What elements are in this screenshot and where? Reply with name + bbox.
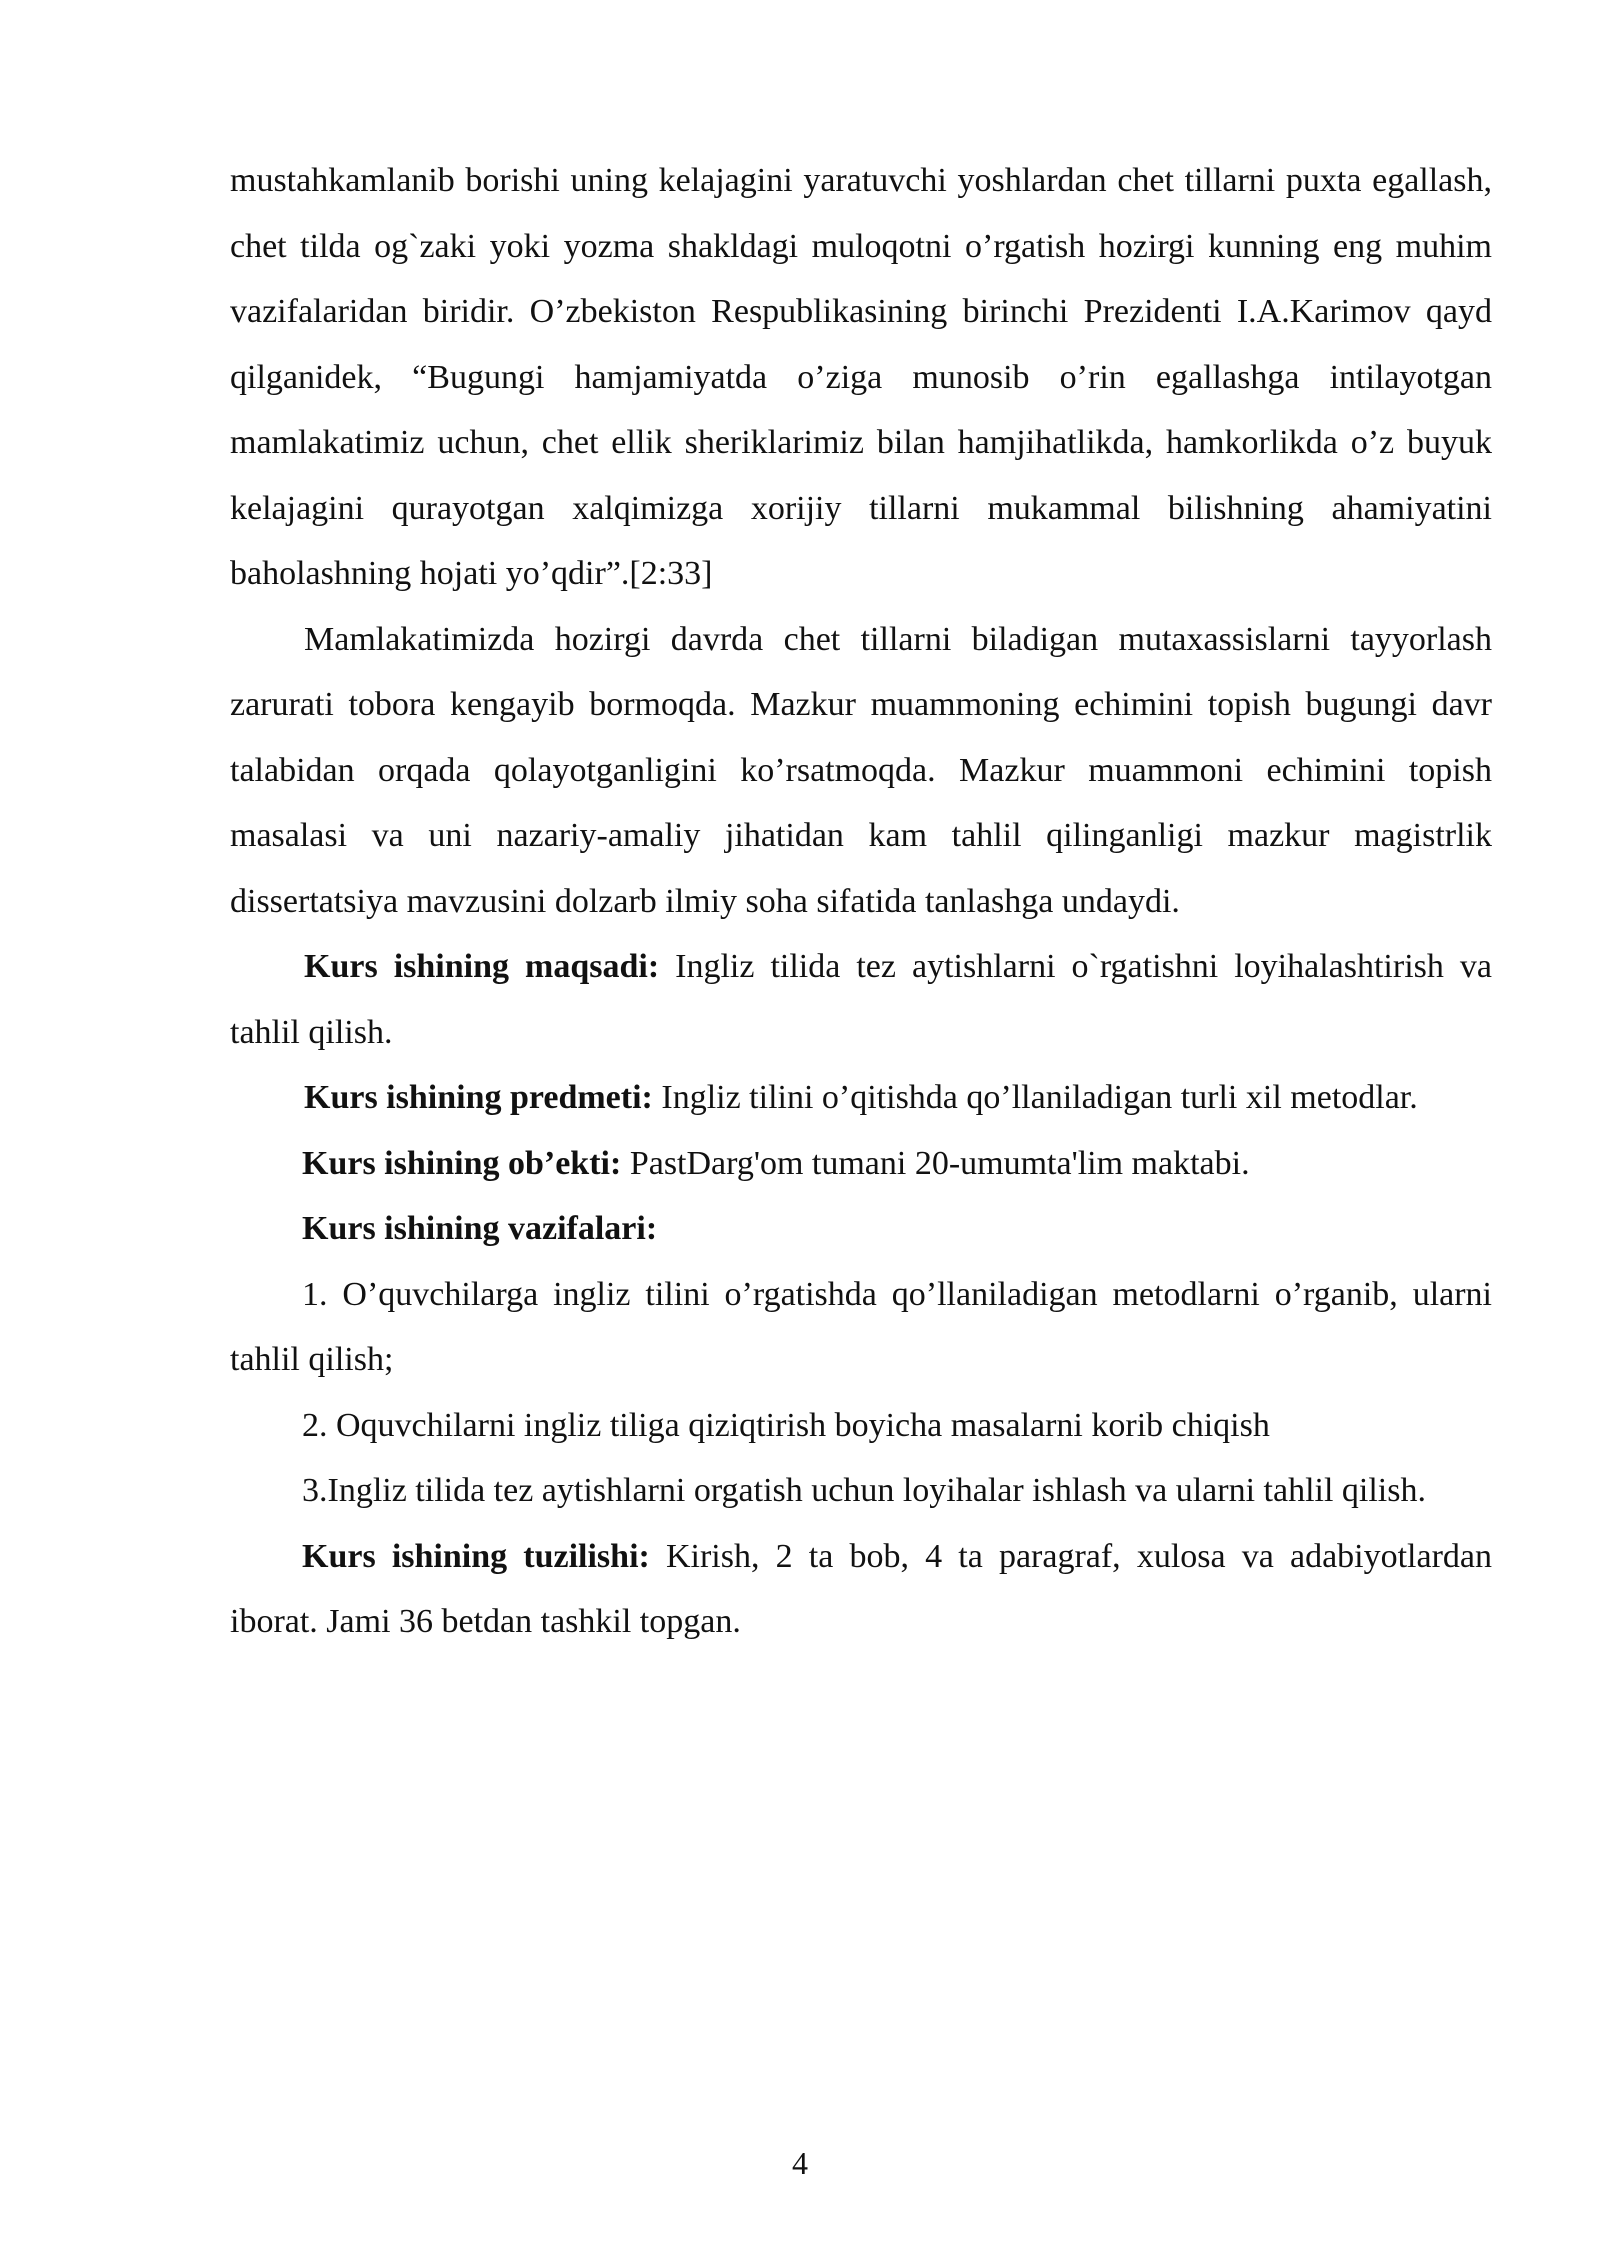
document-body [230, 148, 1492, 1655]
paragraph-relevance: Mamlakatimizda hozirgi davrda chet tillarni biladigan mutaxassislarni tayyorlash zarurati tobora kengayib bormoqda. Mazkur muammoning echimini topish bugungi davr talabidan orqada qolayotganligini ko’rsatmoqda. Mazkur muammoni echimini topish masalasi va uni nazariy-amaliy jihatidan kam tahlil qilinganligi mazkur magistrlik dissertatsiya mavzusini dolzarb ilmiy soha sifatida tanlashga undaydi. [230, 620, 1492, 920]
task-item-2: 2. Oquvchilarni ingliz tiliga qiziqtirish boyicha masalarni korib chiqish [302, 1406, 1270, 1444]
task-item-3: 3.Ingliz tilida tez aytishlarni orgatish uchun loyihalar ishlash va ularni tahlil qilish. [302, 1472, 1426, 1509]
page-number: 4 [792, 2145, 808, 2181]
section-goal-text: Ingliz tilida tez aytishlarni o`rgatishni loyihalashtirish va tahlil qilish. [230, 948, 1492, 1051]
section-subject-text: Ingliz tilini o’qitishda qo’llaniladigan turli xil metodlar. [652, 1079, 1418, 1116]
section-structure [230, 1524, 1492, 1655]
section-subject [230, 1065, 1492, 1131]
section-object [230, 1131, 1492, 1197]
section-goal [230, 934, 1492, 1065]
paragraph-intro: mustahkamlanib borishi uning kelajagini yaratuvchi yoshlardan chet tillarni puxta egallash, chet tilda og`zaki yoki yozma shakldagi muloqotni o’rgatish hozirgi kunning eng muhim vazifalaridan biridir. O’zbekiston Respublikasining birinchi Prezidenti I.A.Karimov qayd qilganidek, “Bugungi hamjamiyatda o’ziga munosib o’rin egallashga intilayotgan mamlakatimiz uchun, chet ellik sheriklarimiz bilan hamjihatlikda, hamkorlikda o’z buyuk kelajagini qurayotgan xalqimizga xorijiy tillarni mukammal bilishning ahamiyatini baholashning hojati yo’qdir”.[2:33] [230, 162, 1492, 592]
section-tasks-label: Kurs ishining vazifalari: [302, 1210, 658, 1247]
section-object-label: Kurs ishining ob’ekti: [302, 1144, 622, 1182]
section-structure-text: Kirish, 2 ta bob, 4 ta paragraf, xulosa va adabiyotlardan iborat. Jami 36 betdan tashkil topgan. [230, 1537, 1492, 1640]
section-structure-label: Kurs ishining tuzilishi: [302, 1537, 650, 1575]
task-item-1: 1. O’quvchilarga ingliz tilini o’rgatishda qo’llaniladigan metodlarni o’rganib, ularni tahlil qilish; [230, 1275, 1492, 1378]
section-goal-label: Kurs ishining maqsadi: [304, 948, 660, 985]
section-object-text: PastDarg'om tumani 20-umumta'lim maktabi. [621, 1144, 1250, 1182]
section-subject-label: Kurs ishining predmeti: [304, 1079, 653, 1116]
